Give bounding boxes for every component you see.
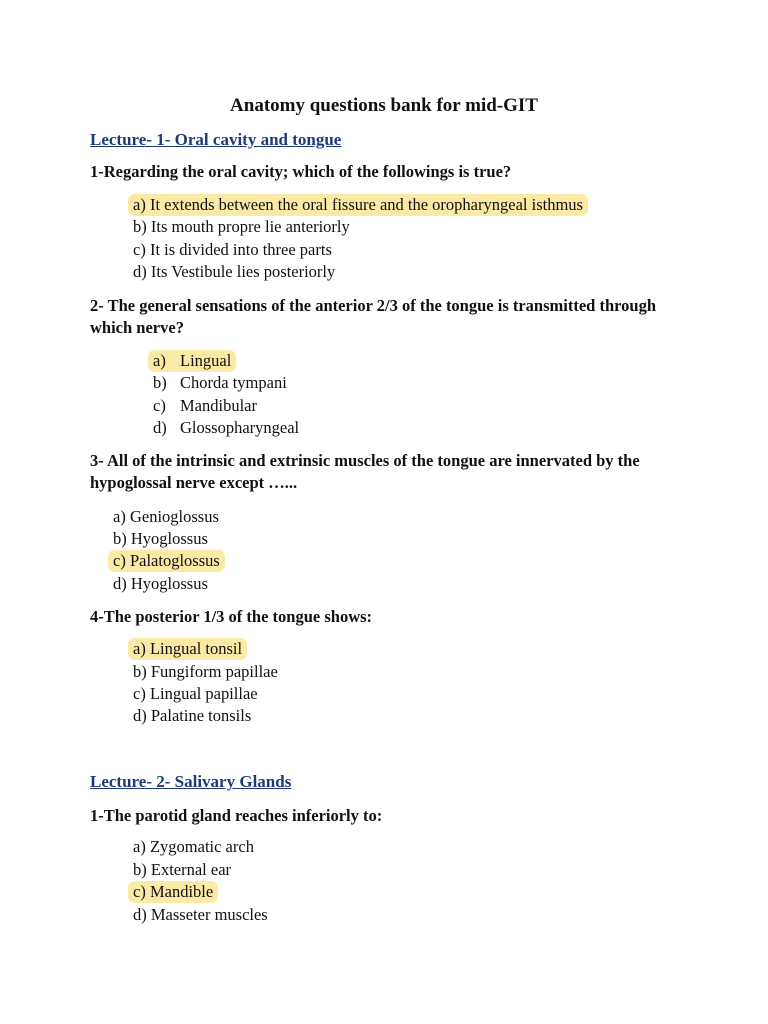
answer-option xyxy=(113,573,208,595)
option-text: It is divided into three parts xyxy=(149,240,332,259)
question-text: 1-The parotid gland reaches inferiorly to: xyxy=(90,806,383,825)
option-text: Its mouth propre lie anteriorly xyxy=(150,217,350,236)
option-letter: a) xyxy=(113,507,126,526)
option-text: Genioglossus xyxy=(129,507,219,526)
option-text: Mandibular xyxy=(180,396,257,415)
option-text: It extends between the oral fissure and the oropharyngeal isthmus xyxy=(149,195,583,214)
answer-option xyxy=(133,683,258,705)
question-text: 1-Regarding the oral cavity; which of the followings is true? xyxy=(90,162,512,181)
option-letter: b) xyxy=(133,662,147,681)
option-text: Lingual xyxy=(180,351,232,370)
option-text: Mandible xyxy=(149,882,214,901)
option-letter: a) xyxy=(133,837,146,856)
option-letter: d) xyxy=(133,905,147,924)
answer-option xyxy=(113,528,208,550)
option-letter: d) xyxy=(153,418,167,437)
answer-option xyxy=(133,705,251,727)
option-text: Chorda tympani xyxy=(180,373,287,392)
option-letter: d) xyxy=(113,574,127,593)
option-text: Hyoglossus xyxy=(130,574,208,593)
option-letter: c) xyxy=(153,396,166,415)
answer-option xyxy=(133,661,278,683)
answer-option xyxy=(153,417,299,439)
answer-option xyxy=(133,859,231,881)
option-letter: d) xyxy=(133,262,147,281)
option-letter: c) xyxy=(133,882,146,901)
option-text: Palatine tonsils xyxy=(150,706,252,725)
answer-option xyxy=(108,550,225,572)
option-letter: d) xyxy=(133,706,147,725)
option-letter: c) xyxy=(113,551,126,570)
option-letter: c) xyxy=(133,240,146,259)
option-text: Hyoglossus xyxy=(130,529,208,548)
option-text: Lingual tonsil xyxy=(149,639,243,658)
option-text: Zygomatic arch xyxy=(149,837,254,856)
question-text: 4-The posterior 1/3 of the tongue shows: xyxy=(90,607,373,626)
answer-option xyxy=(133,216,350,238)
answer-option xyxy=(133,904,268,926)
question-text: 2- The general sensations of the anterior 2/3 of the tongue is transmitted through which nerve? xyxy=(90,296,657,337)
answer-option xyxy=(128,194,588,216)
question-text: 3- All of the intrinsic and extrinsic muscles of the tongue are innervated by the hypoglossal nerve except …... xyxy=(90,451,640,492)
option-text: Glossopharyngeal xyxy=(180,418,300,437)
option-letter: a) xyxy=(133,195,146,214)
option-text: Lingual papillae xyxy=(149,684,258,703)
lecture-heading: Lecture- 2- Salivary Glands xyxy=(90,772,292,791)
option-text: Palatoglossus xyxy=(129,551,220,570)
answer-option xyxy=(128,881,218,903)
option-text: Masseter muscles xyxy=(150,905,268,924)
answer-option xyxy=(133,836,254,858)
option-text: Its Vestibule lies posteriorly xyxy=(150,262,336,281)
answer-option xyxy=(113,506,219,528)
answer-option xyxy=(133,261,335,283)
option-letter: b) xyxy=(113,529,127,548)
option-letter: b) xyxy=(153,373,167,392)
option-letter: b) xyxy=(133,860,147,879)
option-letter: a) xyxy=(153,351,166,370)
lecture-heading: Lecture- 1- Oral cavity and tongue xyxy=(90,130,342,149)
option-text: Fungiform papillae xyxy=(150,662,278,681)
answer-option xyxy=(153,395,257,417)
answer-option xyxy=(148,350,236,372)
answer-option xyxy=(153,372,287,394)
option-letter: a) xyxy=(133,639,146,658)
option-text: External ear xyxy=(150,860,232,879)
answer-option xyxy=(128,638,247,660)
option-letter: b) xyxy=(133,217,147,236)
option-letter: c) xyxy=(133,684,146,703)
document-title: Anatomy questions bank for mid-GIT xyxy=(230,95,538,116)
answer-option xyxy=(133,239,332,261)
